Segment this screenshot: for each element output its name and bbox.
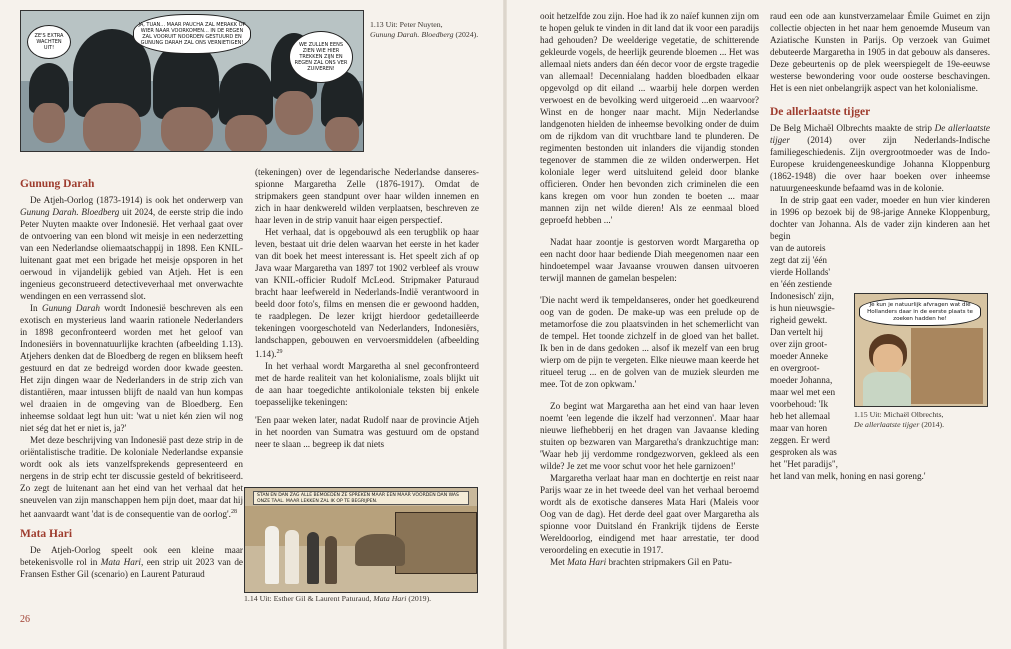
paragraph: De Atjeh-Oorlog speelt ook een kleine maar betekenisvolle rol in Mata Hari, een strip uit 2023 van de Fransen Esther Gil (scenario) en Laurent Paturaud bbox=[20, 545, 243, 580]
narrow-paragraph bbox=[770, 242, 850, 470]
paragraph: In de strip gaat een vader, moeder en hun vier kinderen in 1996 op bezoek bij de 98-jarige Anneke Kloppenburg, dochter van Johanna. Als de vader zijn kinderen aan het begin bbox=[770, 195, 990, 241]
text-line: Dan vertelt hij bbox=[770, 327, 824, 337]
text-line: zegt dat zij 'één bbox=[770, 255, 828, 265]
paragraph: Zo begint wat Margaretha aan het eind van haar leven noemt 'een legende die ikzelf had verzonnen'. Maar haar nieuwe liefhebberij en het dragen van Javaanse kleding stuiten op bezwaren van Margaretha's drankzuchtige man: 'Waar heb jij verdomme rondgezworven, gekleed als een wilde? Je zet me voor schut voor het hele garnizoen!' bbox=[540, 401, 759, 471]
book-gutter bbox=[503, 0, 507, 649]
carriage-icon bbox=[395, 512, 477, 574]
text-line: en overgroot- bbox=[770, 363, 820, 373]
section-heading: Gunung Darah bbox=[20, 178, 95, 190]
face-icon bbox=[873, 344, 903, 374]
text-line: en 'één zestiende bbox=[770, 279, 832, 289]
page-number: 26 bbox=[20, 614, 30, 625]
comic-panel-allerlaatste-tijger bbox=[854, 293, 988, 407]
horse-icon bbox=[355, 534, 405, 566]
figure-icon bbox=[325, 536, 337, 584]
paragraph: De Belg Michaël Olbrechts maakte de strip De allerlaatste tijger (2014) over zijn Nederlands-Indische familiegeschiedenis. Zijn overgrootmoeder was de Indo-Europese kruidengeneeskundige Johanna Kloppenburg (1862-1948) die over haar boeken over inheemse natuurgeneeskunde befaamd was in de kolonie. bbox=[770, 123, 990, 193]
paragraph: Het verhaal, dat is opgebouwd als een terugblik op haar leven, bestaat uit drie delen waarvan het eerste in het kader van dit boek het meest interessant is. Het speelt zich af op Java waar Margaretha van 1897 tot 1902 verbleef als vrouw van KNIL-officier Rudolf McLeod. Stripmaker Paturaud bracht haar leefwereld in Nederlands-Indië verantwoord in beeld door foto's, films en mensen die er gewoond hadden, te raadplegen. De lezer krijgt hierdoor gedetailleerde tekeningen voorgeschoteld van Nederlanders, Indonesiërs, landschappen, gebouwen en vervoersmiddelen (afbeelding 1.14).$^{29}$ bbox=[255, 227, 479, 360]
paragraph: het land van melk, honing en nasi goreng.' bbox=[770, 471, 926, 481]
caption-1-13: 1.13 Uit: Peter Nuyten, Gunung Darah. Bloedberg (2024). bbox=[370, 20, 479, 39]
paragraph: (tekeningen) over de legendarische Nederlandse danseres-spionne Margaretha Zelle (1876-1917). Omdat de stripmakers geen standpunt over haar wilden innemen en zich in haar denkwereld wilden verplaatsen, beschreven ze haar leven in de strip vanuit haar eigen perspectief. bbox=[255, 167, 479, 225]
caption-1-14: 1.14 Uit: Esther Gil & Laurent Paturaud, Mata Hari (2019). bbox=[244, 594, 432, 603]
speech-bubble: JA, TUAN... MAAR PAUCHA ZAL MERAKK OP WIER NAAR VOORKOMEN... IN DE REGEN ZAL VOORUIT NOORDEN GESTUURD EN GUNUNG DARAH ZAL ONS VERNIETIGEN! bbox=[133, 14, 251, 54]
text-line: vierde Hollands' bbox=[770, 267, 831, 277]
caption-1-15: 1.15 Uit: Michaël Olbrechts, De allerlaatste tijger (2014). bbox=[854, 410, 945, 429]
comic-panel-gunung-darah bbox=[20, 10, 364, 152]
text-line: heb het allemaal bbox=[770, 411, 831, 421]
text-line: Indonesisch' zijn, bbox=[770, 291, 834, 301]
text-line: maar van horen bbox=[770, 423, 828, 433]
body-icon bbox=[863, 372, 911, 406]
figure-icon bbox=[265, 526, 279, 584]
paragraph: Met deze beschrijving van Indonesië past deze strip in de oriëntalistische traditie. De koloniale Nederlandse expansie wordt ook als iets vanzelfsprekends gepresenteerd en nergens in de strip echt ter discussie gesteld of bekritiseerd. Zo zegt de luitenant aan het eind van het verhaal dat het sneuvelen van zijn manschappen hem pijn doet, maar dat hij het aanvaardt want 'dat is de consequentie van de oorlog'.$^{28}$ bbox=[20, 435, 243, 520]
text-line: righeid gewekt. bbox=[770, 315, 828, 325]
speech-bubble: ZE'S EXTRA WACHTEN UIT! bbox=[27, 25, 71, 59]
text-line: gesproken als was bbox=[770, 447, 837, 457]
text-line: over zijn groot- bbox=[770, 339, 828, 349]
text-line: van de autoreis bbox=[770, 243, 826, 253]
paragraph: De Atjeh-Oorlog (1873-1914) is ook het onderwerp van Gunung Darah. Bloedberg uit 2024, de eerste strip die indo Peter Nuyten maakte over Indonesië. Het verhaal gaat over de ontvoering van een blond wit meisje in een nederzetting van een Nederlandse oliemaatschappij in 1898. Een KNIL-luitenant gaat met een brigade het meisje opsporen in het oerwoud in vijandelijk gebied van Atjeh. Het is een ingenieus geconstrueerd detectiveverhaal met onverwachte wendingen en een verrassend slot. bbox=[20, 195, 243, 301]
right-column-1 bbox=[540, 10, 759, 568]
text-line: voorbehoud: 'Ik bbox=[770, 399, 829, 409]
text-line: maar wel met een bbox=[770, 387, 836, 397]
text-line: is hun nieuwsgie- bbox=[770, 303, 835, 313]
quote: ooit hetzelfde zou zijn. Hoe had ik zo naïef kunnen zijn om te hopen geluk te vinden in dit land dat ik voor een paradijs had gehouden? De weelderige vegetatie, de schitterende gekleurde vogels, de heerlijk geurende bloemen ... Het was allemaal niets anders dan één decor voor de ergste tragedie van allemaal! Decennialang hadden bloedbaden elkaar opgevolgd op dit eiland ... waarbij hele dorpen werden verwoest en de bevolking werd uitgeroeid ...en waarvoor? Winst en de honger naar macht. Mijn Nederlandse landgenoten hielden de inheemse bevolking onder de duim om de rijkdom van dit vruchtbare land te plunderen. De regimenten bestonden uit inlanders die vijandig stonden tegenover de stammen die ze wilden onderwerpen. Het koloniale leger werd uitsluitend geleid door blanke officieren. Onder hen bevonden zich criminelen die een kans kregen om voor hun zonden te boeten ... maar mannen zijn net wilde dieren! Als ze eenmaal bloed geproefd hebben ...' bbox=[540, 11, 759, 225]
text-line: moeder Johanna, bbox=[770, 375, 833, 385]
speech-bubble: Je kun je natuurlijk afvragen wat die Hollanders daar in de eerste plaats te zoeken hadden he! bbox=[859, 298, 981, 326]
quote: 'Die nacht werd ik tempeldanseres, onder het goedkeurend oog van de goden. De make-up was een prelude op de metamorfose die zou plaatsvinden in het schemerlicht van de tempel. Het toonde zichzelf in de gloed van het ballet. Ik ben in de dans gedoken ... alsof ik mezelf van een brug wierp om de pijn te vergeten. Elke nieuwe maan keerde het ritueel terug ... en de golven van de muziek sleurden me mee. Tot de zon opkwam.' bbox=[540, 295, 759, 389]
text-line: moeder Anneke bbox=[770, 351, 828, 361]
section-heading: De allerlaatste tijger bbox=[770, 106, 871, 118]
quote: 'Een paar weken later, nadat Rudolf naar de provincie Atjeh in het noorden van Sumatra was gestuurd om de opstand neer te slaan ... begreep ik dat niets bbox=[255, 415, 479, 450]
figure-icon bbox=[285, 530, 299, 584]
section-heading: Mata Hari bbox=[20, 528, 73, 541]
paragraph: raud een ode aan kunstverzamelaar Émile Guimet en zijn collectie objecten in het naar hem genoemde Museum van Aziatische Kunsten in Parijs. Op verzoek van Guimet debuteerde Margaretha in 1905 in dat gebouw als danseres. Deze gebeurtenis op de plek weerspiegelt de 19e-eeuwse westerse bewondering voor oude oosterse beschavingen. Het is een niet onbelangrijk aspect van het kolonialisme. bbox=[770, 11, 990, 93]
paragraph: Met Mata Hari brachten stripmakers Gil en Patu- bbox=[550, 557, 732, 567]
figure-icon bbox=[307, 532, 319, 584]
paragraph: In Gunung Darah wordt Indonesië beschreven als een exotisch en mysterieus land waarin rationele Nederlanders in 1898 geconfronteerd worden met het geloof van Indonesiërs in bovennatuurlijke krachten (afbeelding 1.13). Atjehers denken dat de Bloedberg de regen en bliksem heeft gestuurd en dat ze bedreigd worden door kwade geesten. Het zijn dingen waar de Nederlanders in de strip zich van distantiëren, maar intussen blijft de naald van hun kompas wel draaien in de omgeving van de Bloedberg. Een inheemse soldaat legt hun uit: 'wat u niet kén zien wil nog niet ség dat het er niet is, ja?' bbox=[20, 303, 243, 433]
text-line: het "Het paradijs", bbox=[770, 459, 838, 469]
text-line: zeggen. Er werd bbox=[770, 435, 830, 445]
comic-caption-box: STAN EN DAN ZAG ALLE BEMOEDEN ZE SPREKEN MAAR EEN MAAR VOORDEN DAN WAS ONZE TAAL. MAAR LEKKEN ZAL IK OP TE BEGRIJPEN. bbox=[253, 491, 469, 505]
speech-bubble: WE ZULLEN EENS ZIEN WIE HIER TREKKEN ZIJN EN REGEN ZAL ONS VER ZUIVEREN! bbox=[289, 31, 353, 83]
left-column-2 bbox=[255, 166, 479, 456]
background-scene bbox=[911, 328, 983, 404]
left-column-1 bbox=[20, 170, 243, 580]
paragraph: Nadat haar zoontje is gestorven wordt Margaretha op een nacht door haar bediende Diah meegenomen naar een hindoetempel waar Javaanse vrouwen dansen uitvoeren terwijl mannen de gamelan bespelen: bbox=[540, 237, 759, 283]
comic-panel-mata-hari bbox=[244, 487, 478, 593]
paragraph: In het verhaal wordt Margaretha al snel geconfronteerd met de harde realiteit van het kolonialisme, zoals blijkt uit de aan haar toegedichte antikoloniale teksten bij enkele toepasselijke tekeningen: bbox=[255, 361, 479, 408]
paragraph: Margaretha verlaat haar man en dochtertje en reist naar Parijs waar ze in het tweede deel van het verhaal beroemd wordt als de exotische danseres Mata Hari (Maleis voor Oog van de dag). Het derde deel gaat over Margaretha als spionne voor Duitsland én Frankrijk tijdens de Eerste Wereldoorlog, eindigend met haar arrestatie, ter dood veroordeling en executie in 1917. bbox=[540, 473, 759, 555]
